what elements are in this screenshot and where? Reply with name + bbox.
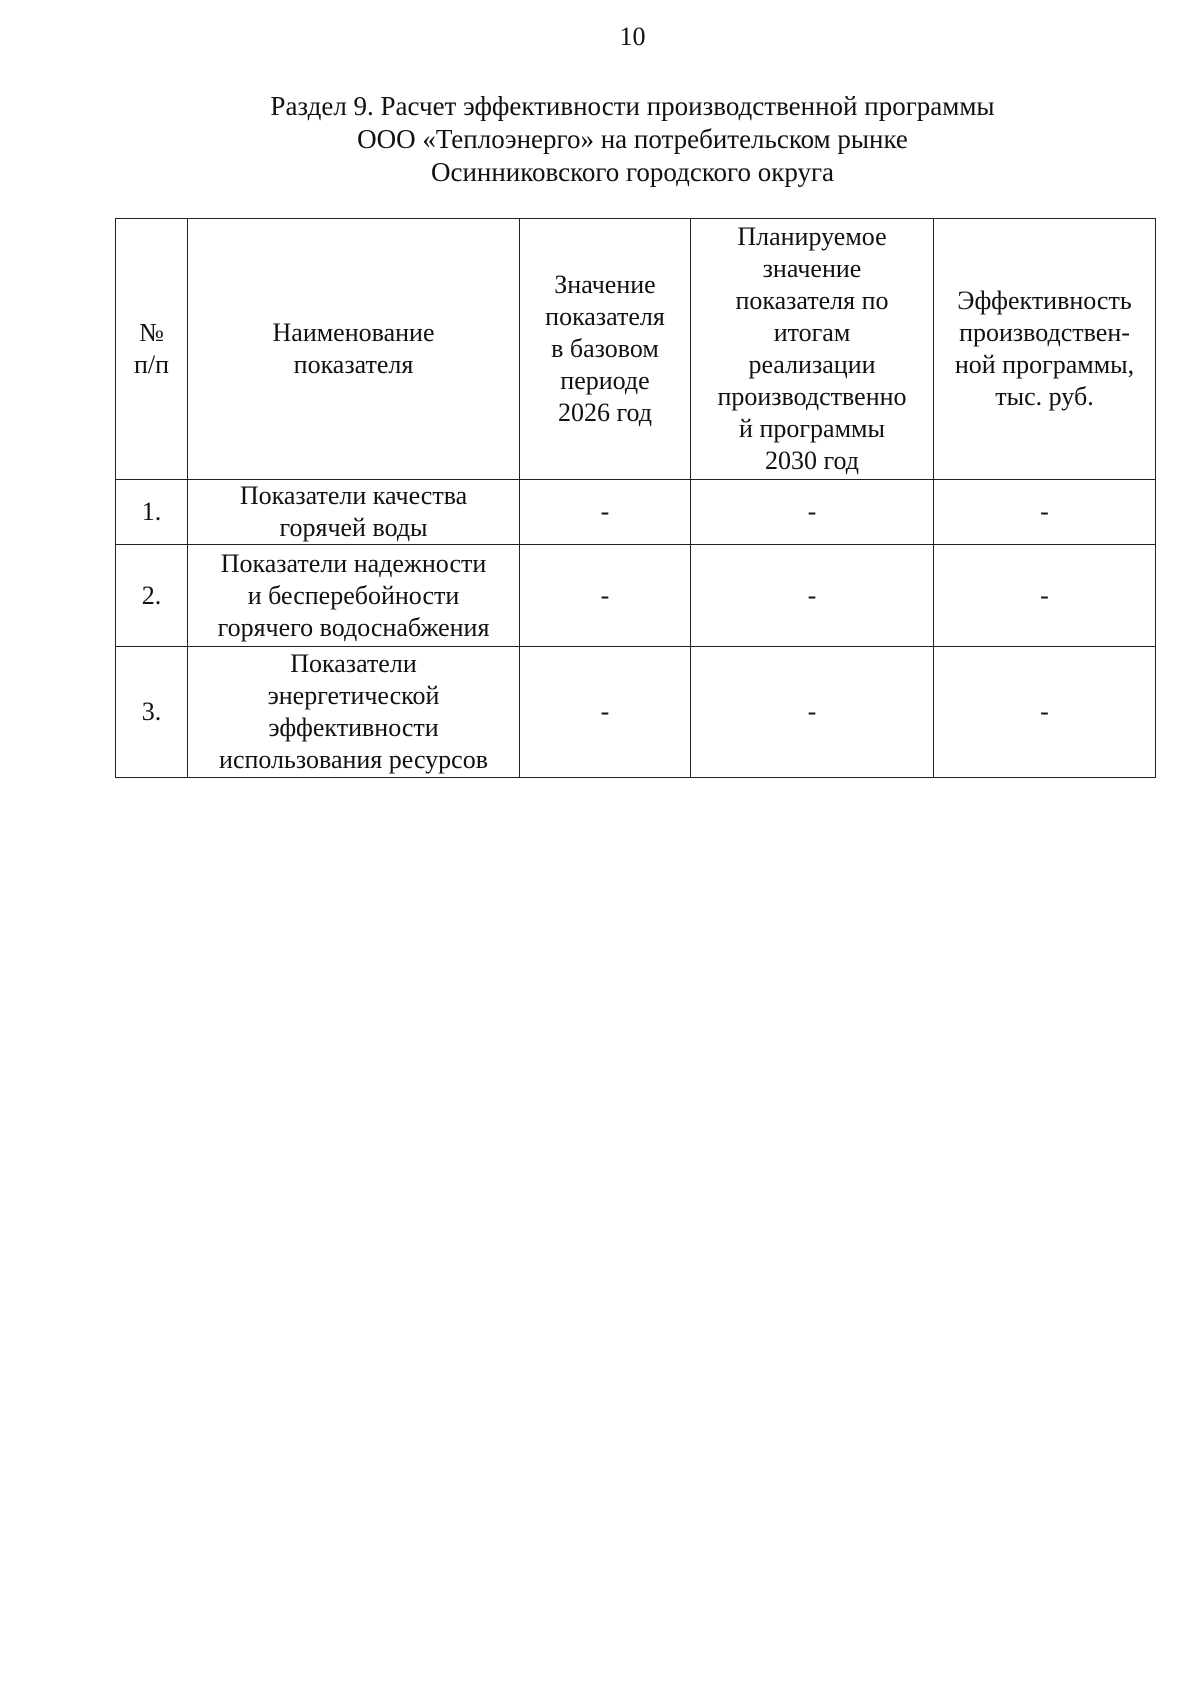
efficiency-table <box>115 218 1156 778</box>
header-planned-value: Планируемое значение показателя по итогам реализации производственно й программы 2030 год <box>691 219 934 480</box>
page-number: 10 <box>619 22 646 51</box>
header-num: № п/п <box>116 219 188 480</box>
row-num: 1. <box>116 480 188 545</box>
row-num: 3. <box>116 647 188 778</box>
table-row <box>116 647 1156 778</box>
row-num: 2. <box>116 545 188 647</box>
row-base-value: - <box>520 545 691 647</box>
row-name: Показатели качества горячей воды <box>188 480 520 545</box>
row-base-value: - <box>520 480 691 545</box>
row-planned-value: - <box>691 647 934 778</box>
table-row <box>116 480 1156 545</box>
row-name: Показатели надежности и бесперебойности горячего водоснабжения <box>188 545 520 647</box>
section-title-line-1: Раздел 9. Расчет эффективности производственной программы <box>270 91 995 121</box>
section-title-line-2: ООО «Теплоэнерго» на потребительском рынке <box>357 124 908 154</box>
row-efficiency: - <box>934 647 1156 778</box>
section-title-line-3: Осинниковского городского округа <box>430 157 835 187</box>
row-efficiency: - <box>934 480 1156 545</box>
row-planned-value: - <box>691 545 934 647</box>
header-base-value: Значение показателя в базовом периоде 2026 год <box>520 219 691 480</box>
row-efficiency: - <box>934 545 1156 647</box>
table-header-row <box>116 219 1156 480</box>
row-planned-value: - <box>691 480 934 545</box>
header-efficiency: Эффективность производствен- ной программы, тыс. руб. <box>934 219 1156 480</box>
row-name: Показатели энергетической эффективности использования ресурсов <box>188 647 520 778</box>
table-row <box>116 545 1156 647</box>
header-name: Наименование показателя <box>188 219 520 480</box>
row-base-value: - <box>520 647 691 778</box>
section-title <box>0 90 1200 189</box>
